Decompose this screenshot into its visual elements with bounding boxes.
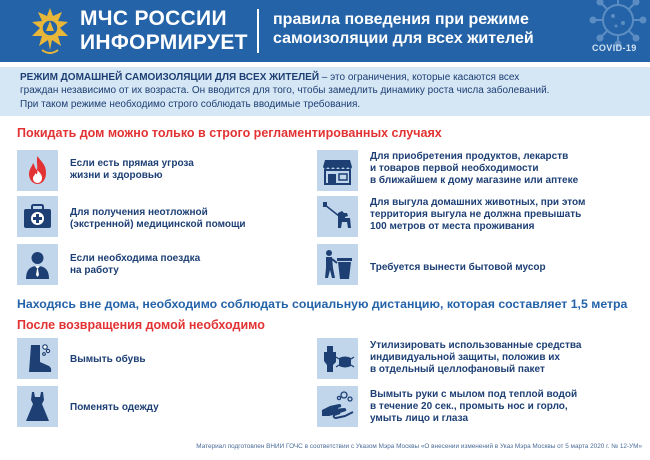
gloves-mask-icon: [317, 338, 358, 379]
intro-box: [0, 67, 650, 116]
footer-note: Материал подготовлен ВНИИ ГОЧС в соответствии с Указом Мэра Москвы «О внесении изменений в Указ Мэра Москвы от 5 марта 2020 г. № 12-УМ»: [196, 443, 642, 450]
hand-washing-icon: [317, 386, 358, 427]
action-wash-line: умыть лицо и глаза: [370, 413, 469, 424]
action-clothes-text: [70, 402, 159, 414]
intro-line2: граждан независимо от их возраста. Он вводится для того, чтобы замедлить динамику роста числа заболеваний.: [20, 85, 550, 97]
action-dispose-text: [370, 340, 581, 376]
reason-medical-line: Для получения неотложной: [70, 207, 208, 218]
section-return-home-title: После возвращения домой необходимо: [17, 318, 265, 332]
reason-medical-line: (экстренной) медицинской помощи: [70, 219, 246, 230]
reason-threat-line: Если есть прямая угроза: [70, 158, 194, 169]
reason-threat-line: жизни и здоровью: [70, 170, 163, 181]
reason-pet-line: территория выгула не должна превышать: [370, 209, 582, 220]
reason-shop-text: [370, 151, 578, 187]
reason-shop-line: в ближайшем к дому магазине или аптеке: [370, 175, 579, 186]
reason-work-line: на работу: [70, 265, 119, 276]
reason-pet-line: Для выгула домашних животных, при этом: [370, 197, 586, 208]
reason-pet-text: [370, 197, 585, 233]
mchs-emblem-icon: [28, 6, 72, 56]
shop-icon: [317, 150, 358, 191]
reason-work-text: [70, 253, 200, 277]
covid-label: COVID-19: [592, 43, 637, 53]
reason-trash-text: [370, 262, 546, 274]
first-aid-kit-icon: [17, 196, 58, 237]
header-title: [273, 10, 534, 48]
reason-trash-line: Требуется вынести бытовой мусор: [370, 262, 546, 273]
action-shoes-text: [70, 354, 146, 366]
org-name-line1: МЧС РОССИИ: [80, 7, 227, 30]
boot-icon: [17, 338, 58, 379]
reason-work-line: Если необходима поездка: [70, 253, 201, 264]
reason-shop-line: и товаров первой необходимости: [370, 163, 539, 174]
org-name: [80, 7, 248, 55]
action-wash-line: в течение 20 сек., промыть нос и горло,: [370, 401, 568, 412]
reason-medical-text: [70, 207, 246, 231]
org-name-line2: ИНФОРМИРУЕТ: [80, 31, 248, 54]
fire-icon: [17, 150, 58, 191]
header-title-line1: правила поведения при режиме: [273, 11, 529, 28]
business-person-icon: [17, 244, 58, 285]
intro-lead: РЕЖИМ ДОМАШНЕЙ САМОИЗОЛЯЦИИ ДЛЯ ВСЕХ ЖИТЕЛЕЙ: [20, 72, 320, 83]
action-dispose-line: в отдельный целлофановый пакет: [370, 364, 545, 375]
reason-threat-text: [70, 158, 194, 182]
reason-shop-line: Для приобретения продуктов, лекарств: [370, 151, 569, 162]
action-dispose-line: индивидуальной защиты, положив их: [370, 352, 560, 363]
header-title-line2: самоизоляции для всех жителей: [273, 30, 534, 47]
social-distance-note: Находясь вне дома, необходимо соблюдать социальную дистанцию, которая составляет 1,5 метра: [17, 297, 628, 311]
action-wash-text: [370, 389, 577, 425]
trash-bin-icon: [317, 244, 358, 285]
header-divider: [257, 9, 259, 53]
dog-walking-icon: [317, 196, 358, 237]
action-clothes-line: Поменять одежду: [70, 402, 159, 413]
reason-pet-line: 100 метров от места проживания: [370, 221, 535, 232]
action-shoes-line: Вымыть обувь: [70, 354, 146, 365]
header-banner: [0, 0, 650, 62]
dress-icon: [17, 386, 58, 427]
intro-line1: – это ограничения, которые касаются всех: [319, 72, 520, 83]
action-dispose-line: Утилизировать использованные средства: [370, 340, 582, 351]
section-leave-home-title: Покидать дом можно только в строго регламентированных случаях: [17, 126, 442, 140]
intro-line3: При таком режиме необходимо строго соблюдать вводимые требования.: [20, 98, 361, 110]
action-wash-line: Вымыть руки с мылом под теплой водой: [370, 389, 578, 400]
